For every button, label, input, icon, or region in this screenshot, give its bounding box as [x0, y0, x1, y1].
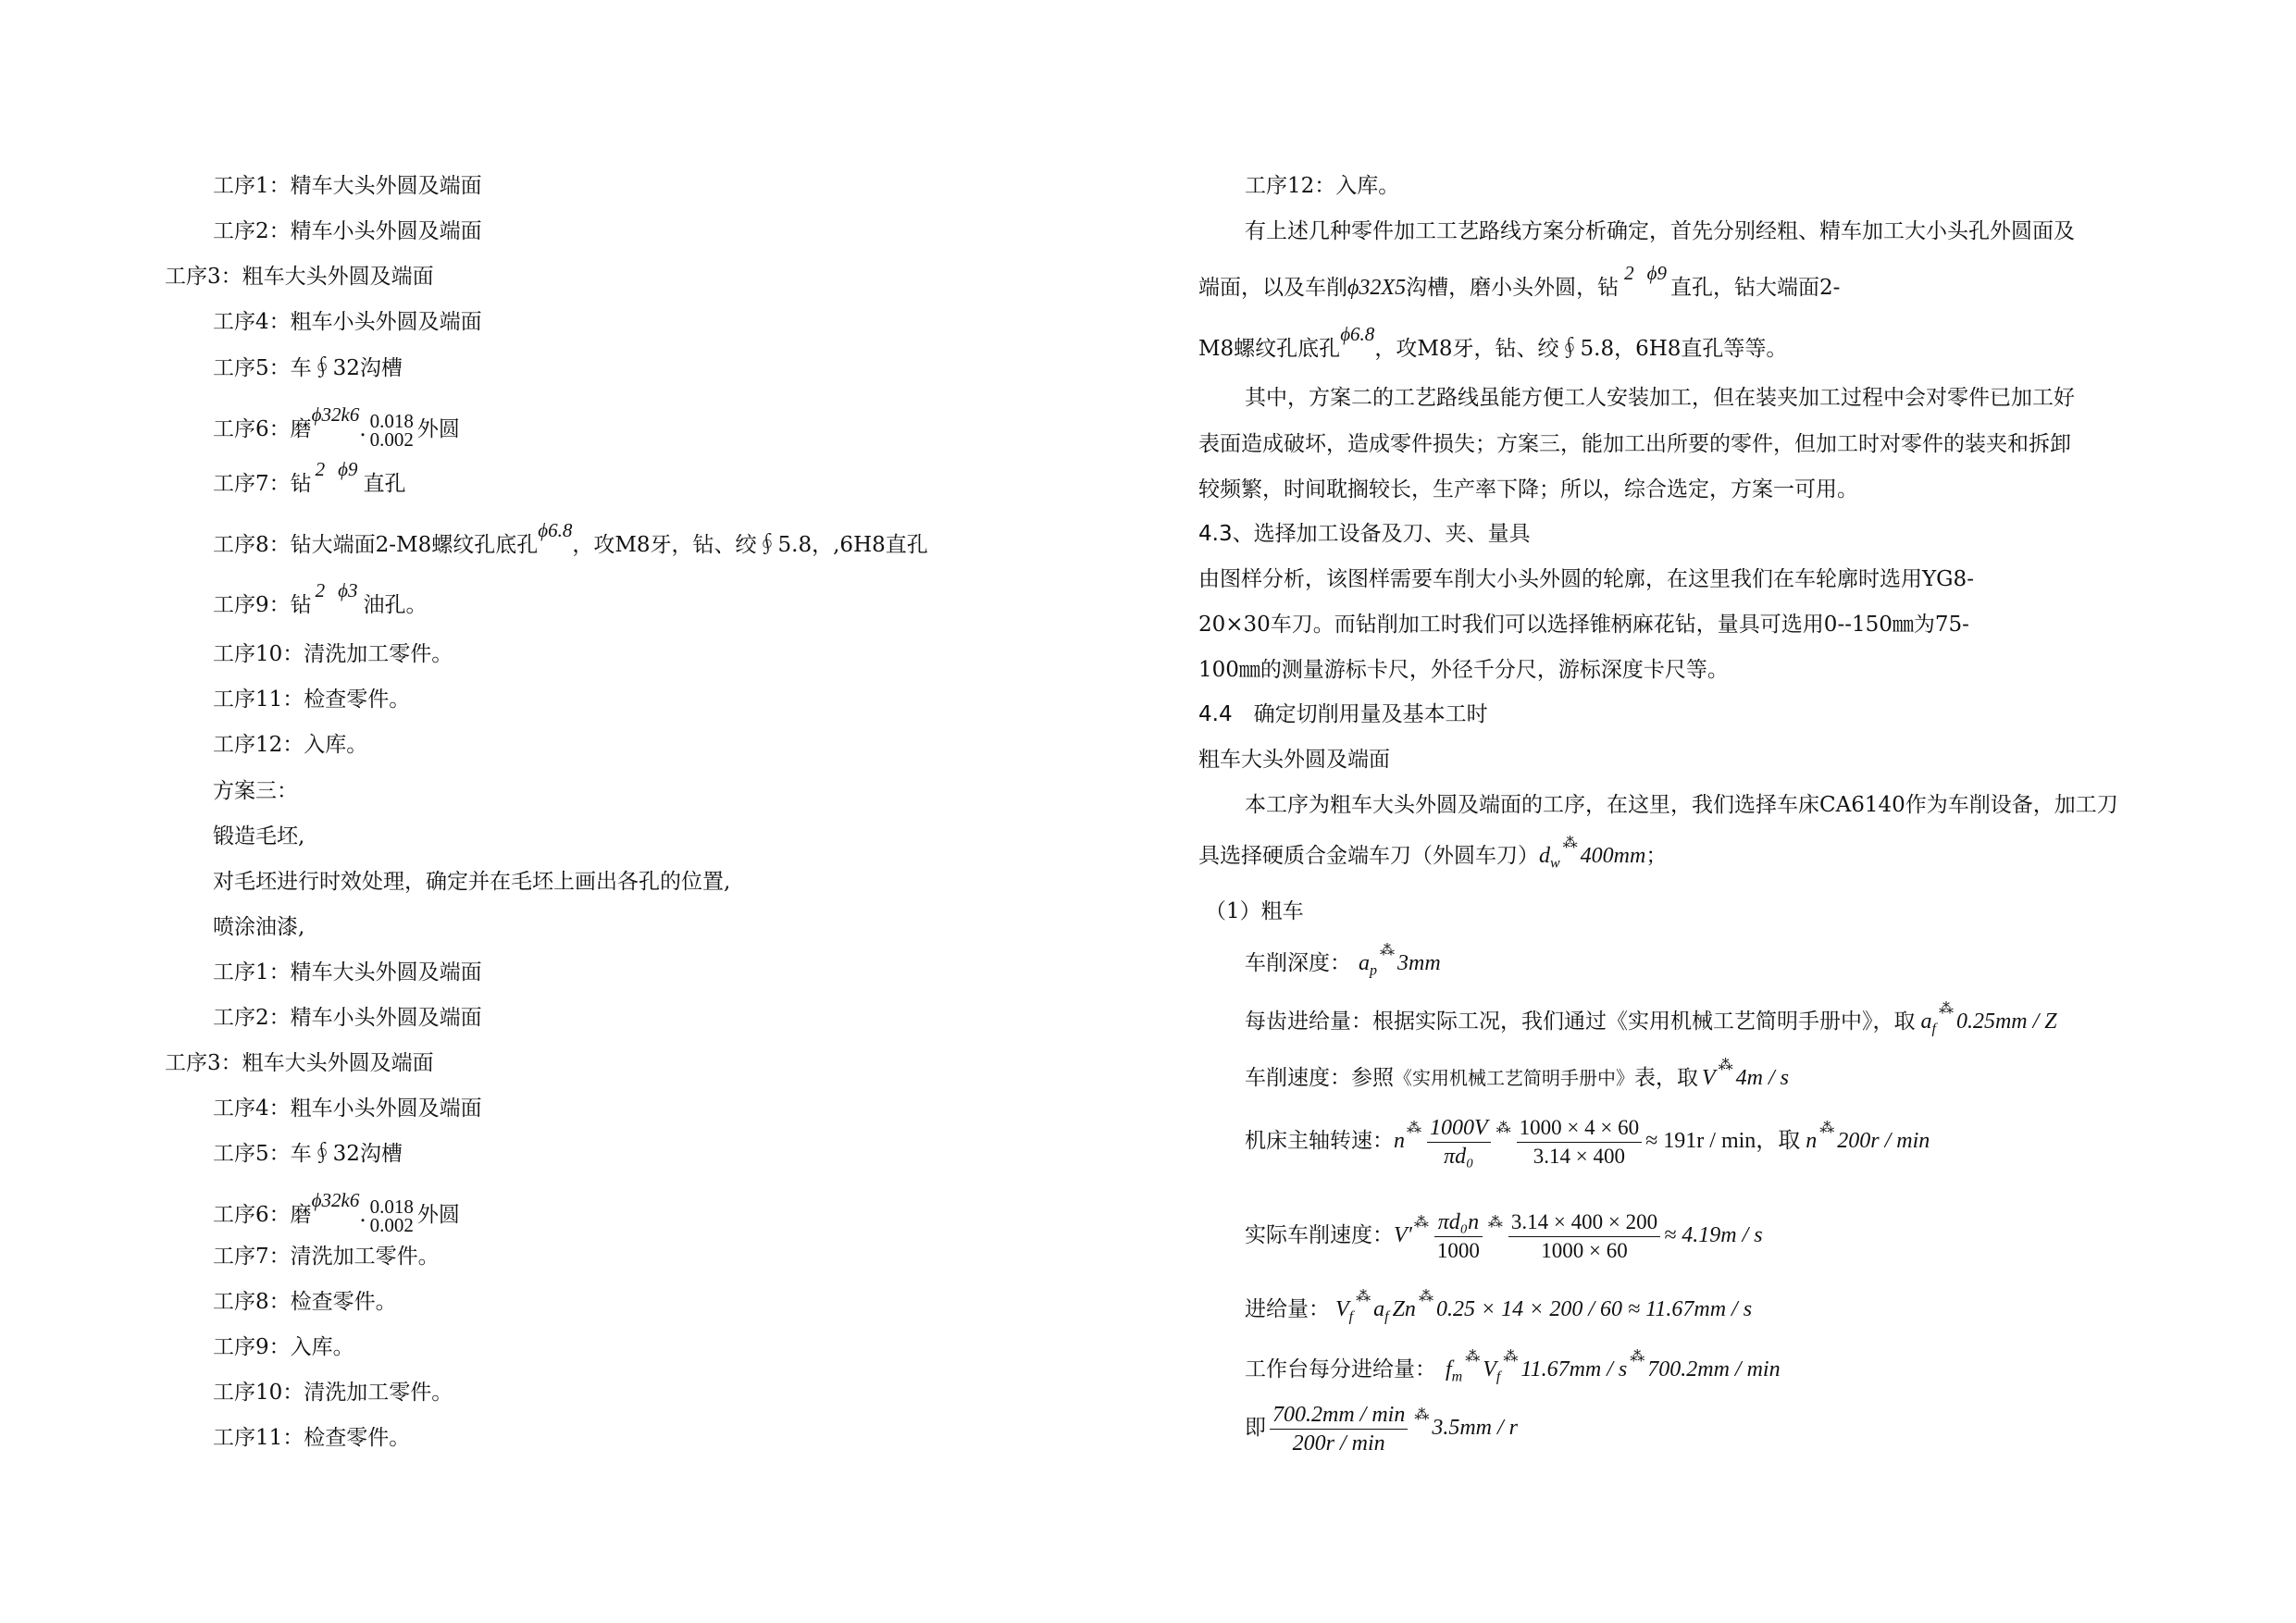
plan-3-step-1: 工序1：精车大头外圆及端面	[213, 960, 482, 985]
formula-var: d	[1539, 844, 1550, 868]
formula-var: V	[1702, 1066, 1716, 1090]
line-text: 每齿进给量：根据实际工况，我们通过《实用机械工艺简明手册中》，取	[1245, 1010, 1916, 1034]
plan-3-step-6-sep: .	[359, 1203, 366, 1227]
tolerance-upper: 0.018	[369, 1196, 414, 1218]
plan-3-step-5: 工序5：车∮32沟槽	[213, 1142, 403, 1166]
formula-eq: ⁂	[1503, 1349, 1519, 1365]
analysis-para-2-line-1: 其中，方案二的工艺路线虽能方便工人安装加工，但在装夹加工过程中会对零件已加工好	[1245, 386, 2075, 410]
step-5-line: 工序5：车∮32沟槽	[213, 356, 403, 380]
step-6-suffix: 外圆	[416, 417, 460, 441]
step-10-line: 工序10：清洗加工零件。	[213, 642, 453, 666]
formula-fraction	[1427, 1114, 1491, 1171]
formula-value: 400mm	[1580, 844, 1646, 868]
formula-eq: ⁂	[1562, 836, 1578, 851]
feed-rate-line	[1245, 1289, 1753, 1332]
section-heading-4-4: 4.4 确定切削用量及基本工时	[1198, 702, 1488, 726]
line-text: 车削深度：	[1245, 951, 1351, 975]
line-text: 车削速度：参照	[1245, 1066, 1394, 1090]
formula-eq: ⁂	[1630, 1349, 1645, 1365]
step-12-line: 工序12：入库。	[213, 733, 368, 757]
section-heading-4-3: 4.3、选择加工设备及刀、夹、量具	[1198, 522, 1531, 546]
line-text: ；	[1645, 844, 1668, 868]
plan-3-step-9: 工序9：入库。	[213, 1335, 354, 1359]
step-9-count: 2	[315, 579, 326, 601]
equipment-para-line-2: 20×30车刀。而钻削加工时我们可以选择锥柄麻花钻，量具可选用0--150㎜为75-	[1198, 613, 1969, 637]
formula-value: 700.2mm / min	[1647, 1357, 1781, 1381]
formula-var: V	[1483, 1357, 1496, 1381]
formula-var: Zn	[1392, 1297, 1416, 1321]
line-text: 进给量：	[1245, 1297, 1330, 1321]
plan-3-step-2: 工序2：精车小头外圆及端面	[213, 1006, 482, 1030]
formula-value: 11.67mm / s	[1520, 1357, 1628, 1381]
step-9-line	[213, 579, 428, 619]
step-9-symbol: ϕ3	[338, 579, 358, 601]
plan-3-step-8: 工序8：检查零件。	[213, 1290, 397, 1314]
tolerance-upper: 0.018	[369, 410, 414, 432]
formula-var: V′	[1394, 1223, 1412, 1247]
step-7-line	[213, 458, 406, 498]
formula-fraction	[1517, 1114, 1642, 1171]
feed-per-tooth-line	[1245, 1001, 2057, 1044]
reference-book: 《实用机械工艺简明手册中》	[1394, 1067, 1634, 1089]
step-1-line: 工序1：精车大头外圆及端面	[213, 174, 482, 198]
line-text: 机床主轴转速：	[1245, 1129, 1394, 1153]
formula-var: f	[1446, 1357, 1452, 1381]
process-para-line-2	[1198, 836, 1668, 878]
numerator: 1000 × 4 × 60	[1517, 1114, 1642, 1143]
numerator: πd₀n	[1434, 1208, 1483, 1237]
numerator: 700.2mm / min	[1270, 1401, 1408, 1430]
cutting-speed-line	[1245, 1058, 1790, 1095]
plan-3-step-c: 喷涂油漆,	[213, 915, 305, 939]
formula-sub: w	[1550, 855, 1560, 872]
plan-3-step-11: 工序11：检查零件。	[213, 1426, 411, 1450]
analysis-para-1-line-1: 有上述几种零件加工工艺路线方案分析确定，首先分别经粗、精车加工大小头孔外圆面及	[1245, 219, 2075, 243]
formula-sub: f	[1384, 1308, 1389, 1325]
formula-var: a	[1359, 951, 1370, 975]
plan-3-step-6	[213, 1187, 460, 1243]
formula-result: ≈ 191r / min，取	[1645, 1129, 1801, 1153]
plan-3-step-b: 对毛坯进行时效处理，确定并在毛坯上画出各孔的位置,	[213, 870, 731, 894]
step-6-symbol: ϕ32k6	[311, 403, 360, 426]
groove-spec: ϕ32X5	[1347, 276, 1407, 300]
table-feed-line	[1245, 1349, 1781, 1392]
formula-sub: p	[1370, 962, 1377, 979]
formula-eq: ⁂	[1407, 1121, 1421, 1136]
spindle-speed-line	[1245, 1110, 1930, 1174]
step-3-line: 工序3：粗车大头外圆及端面	[165, 265, 434, 289]
step-9-prefix: 工序9：钻	[213, 593, 312, 617]
analysis-para-1-line-3	[1198, 323, 1788, 363]
formula-var: a	[1373, 1297, 1385, 1321]
step-6-prefix: 工序6：磨	[213, 417, 312, 441]
plan-3-heading: 方案三：	[213, 779, 298, 803]
step-11-line: 工序11：检查零件。	[213, 688, 411, 712]
denominator: πd₀	[1444, 1144, 1474, 1169]
subsection-heading: 粗车大头外圆及端面	[1198, 748, 1390, 772]
plan-3-step-6-symbol: ϕ32k6	[311, 1189, 360, 1211]
analysis-para-2-line-3: 较频繁，时间耽搁较长，生产率下降；所以，综合选定，方案一可用。	[1198, 477, 1858, 502]
formula-value: 3.5mm / r	[1432, 1416, 1519, 1440]
line-text: 沟槽，磨小头外圆，钻	[1406, 276, 1620, 300]
formula-fraction	[1508, 1208, 1660, 1265]
step-12-continued: 工序12：入库。	[1245, 174, 1400, 198]
feed-per-rev-line	[1245, 1397, 1518, 1461]
formula-eq: ⁂	[1356, 1289, 1371, 1305]
step-8-symbol: ϕ6.8	[538, 519, 573, 541]
line-text: 实际车削速度：	[1245, 1223, 1394, 1247]
formula-sub: f	[1931, 1021, 1936, 1037]
plan-3-step-7: 工序7：清洗加工零件。	[213, 1245, 440, 1269]
process-para-line-1: 本工序为粗车大头外圆及端面的工序，在这里，我们选择车床CA6140作为车削设备，加工刀	[1245, 793, 2118, 817]
step-7-count: 2	[315, 458, 326, 480]
formula-sub: f	[1496, 1369, 1501, 1385]
numerator: 3.14 × 400 × 200	[1508, 1208, 1660, 1237]
line-text: 具选择硬质合金端车刀（外圆车刀）	[1198, 844, 1539, 868]
analysis-para-2-line-2: 表面造成破坏，造成零件损失；方案三，能加工出所要的零件，但加工时对零件的装夹和拆卸	[1198, 432, 2071, 456]
formula-sub: f	[1348, 1308, 1354, 1325]
step-9-suffix: 油孔。	[363, 593, 428, 617]
denominator: 3.14 × 400	[1533, 1144, 1626, 1168]
formula-eq: ⁂	[1413, 1215, 1429, 1231]
plan-3-step-a: 锻造毛坯,	[213, 824, 305, 849]
formula-eq: ⁂	[1414, 1407, 1430, 1423]
actual-speed-line	[1245, 1205, 1763, 1269]
step-6-tolerance	[370, 412, 414, 449]
equipment-para-line-1: 由图样分析，该图样需要车削大小头外圆的轮廓，在这里我们在车轮廓时选用YG8-	[1198, 567, 1974, 591]
step-8-suffix: ，攻M8牙，钻、绞∮5.8，,6H8直孔	[572, 533, 928, 557]
formula-eq: ⁂	[1487, 1215, 1503, 1231]
analysis-para-1-line-2	[1198, 262, 1841, 302]
plan-3-step-6-tolerance	[370, 1197, 414, 1234]
formula-eq: ⁂	[1465, 1349, 1481, 1365]
hole-diameter: ϕ6.8	[1340, 323, 1375, 345]
step-4-line: 工序4：粗车小头外圆及端面	[213, 310, 482, 334]
formula-var: V	[1335, 1297, 1349, 1321]
step-6-sep: .	[359, 417, 366, 441]
line-text: M8螺纹孔底孔	[1198, 337, 1341, 361]
line-text: 表，取	[1634, 1066, 1698, 1090]
formula-eq: ⁂	[1418, 1289, 1433, 1305]
step-8-prefix: 工序8：钻大端面2-M8螺纹孔底孔	[213, 533, 539, 557]
line-text: ，攻M8牙，钻、绞∮5.8，6H8直孔等等。	[1374, 337, 1788, 361]
cut-depth-line	[1245, 943, 1441, 985]
plan-3-step-3: 工序3：粗车大头外圆及端面	[165, 1051, 434, 1075]
formula-fraction	[1434, 1208, 1483, 1265]
formula-eq: ⁂	[1496, 1121, 1511, 1136]
formula-value: 4m / s	[1735, 1066, 1790, 1090]
line-text: 即	[1245, 1416, 1266, 1440]
step-7-prefix: 工序7：钻	[213, 472, 312, 496]
denominator: 200r / min	[1292, 1431, 1385, 1456]
rough-turning-heading: （1）粗车	[1205, 899, 1304, 923]
line-text: 工作台每分进给量：	[1245, 1357, 1436, 1381]
step-2-line: 工序2：精车小头外圆及端面	[213, 219, 482, 243]
formula-value: 3mm	[1397, 951, 1441, 975]
line-text: 端面，以及车削	[1198, 276, 1347, 300]
plan-3-step-4: 工序4：粗车小头外圆及端面	[213, 1096, 482, 1121]
hole-count: 2	[1624, 262, 1634, 284]
formula-fraction	[1270, 1401, 1408, 1457]
step-6-line	[213, 402, 460, 457]
denominator: 1000	[1436, 1238, 1480, 1262]
formula-eq: ⁂	[1819, 1121, 1835, 1136]
formula-value: 0.25 × 14 × 200 / 60 ≈ 11.67mm / s	[1435, 1297, 1753, 1321]
formula-result: ≈ 4.19m / s	[1664, 1223, 1763, 1247]
tolerance-lower: 0.002	[369, 428, 414, 451]
step-7-symbol: ϕ9	[338, 458, 358, 480]
formula-var: n	[1394, 1129, 1405, 1153]
formula-var: a	[1920, 1010, 1932, 1034]
formula-sub: m	[1451, 1369, 1463, 1385]
formula-var: n	[1806, 1129, 1818, 1153]
step-8-line	[213, 519, 928, 559]
tolerance-lower: 0.002	[369, 1214, 414, 1236]
formula-eq: ⁂	[1938, 1001, 1954, 1017]
numerator: 1000V	[1427, 1114, 1491, 1143]
step-7-suffix: 直孔	[363, 472, 406, 496]
formula-value: 200r / min	[1837, 1129, 1930, 1153]
formula-eq: ⁂	[1718, 1058, 1733, 1073]
formula-eq: ⁂	[1380, 943, 1395, 959]
plan-3-step-10: 工序10：清洗加工零件。	[213, 1381, 453, 1405]
plan-3-step-6-prefix: 工序6：磨	[213, 1203, 312, 1227]
plan-3-step-6-suffix: 外圆	[416, 1203, 460, 1227]
hole-diameter: ϕ9	[1646, 262, 1667, 284]
equipment-para-line-3: 100㎜的测量游标卡尺，外径千分尺，游标深度卡尺等。	[1198, 658, 1729, 682]
denominator: 1000 × 60	[1541, 1238, 1628, 1262]
formula-value: 0.25mm / Z	[1955, 1010, 2057, 1034]
line-text: 直孔，钻大端面2-	[1669, 276, 1841, 300]
